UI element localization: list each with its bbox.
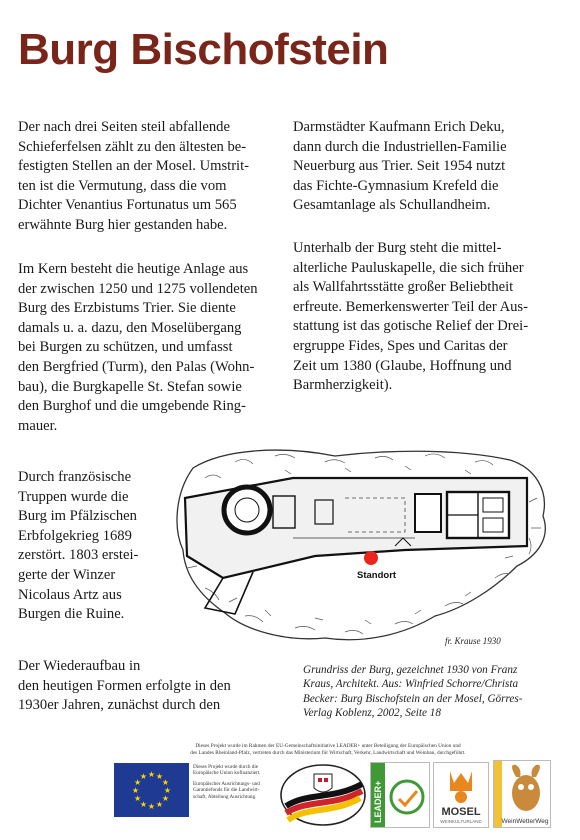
paragraph-line: als Wallfahrtsstätte großer Beliebtheit bbox=[293, 279, 514, 296]
paragraph-line: der zwischen 1250 und 1275 vollendeten bbox=[18, 280, 258, 297]
paragraph-line: Unterhalb der Burg steht die mittel- bbox=[293, 240, 502, 256]
paragraph-chapel bbox=[293, 239, 528, 396]
paragraph-line: das Fichte-Gymnasium Krefeld die bbox=[293, 177, 499, 194]
eu-star-icon: ★ bbox=[161, 794, 169, 803]
paragraph-line: erfreute. Bemerkenswerter Teil der Aus- bbox=[293, 298, 528, 315]
paragraph-line: 1930er Jahren, zunächst durch den bbox=[18, 697, 221, 714]
paragraph-line: Gesamtanlage als Schullandheim. bbox=[293, 197, 491, 214]
paragraph-line: Durch französische bbox=[18, 469, 132, 485]
chapel-building bbox=[415, 494, 441, 532]
caption-line: Grundriss der Burg, gezeichnet 1930 von Franz bbox=[303, 664, 518, 676]
eu-star-icon: ★ bbox=[147, 802, 156, 811]
location-marker bbox=[364, 551, 378, 565]
paragraph-line: Darmstädter Kaufmann Erich Deku, bbox=[293, 119, 505, 135]
paragraph-line: stattung ist das gotische Relief der Drei- bbox=[293, 318, 529, 335]
paragraph-line: den Bergfried (Turm), den Palas (Wohn- bbox=[18, 358, 255, 375]
paragraph-line: dann durch die Industriellen-Familie bbox=[293, 138, 507, 155]
leader-plus-logo bbox=[370, 762, 430, 828]
paragraph-line: erwähnte Burg hier gestanden habe. bbox=[18, 216, 228, 233]
paragraph-owners bbox=[293, 118, 507, 216]
castle-floor-plan bbox=[165, 438, 555, 663]
eu-note-line: Europäische Union kofinanziert. bbox=[193, 770, 261, 777]
floor-plan-drawing bbox=[165, 438, 555, 663]
location-marker-label: Standort bbox=[357, 570, 397, 581]
paragraph-line: Der Wiederaufbau in bbox=[18, 658, 141, 674]
funding-line: des Landes Rheinland-Pfalz, vertreten durch das Ministerium für Wirtschaft, Verkehr, Landwirtschaft und Weinbau, durchgeführt. bbox=[190, 749, 466, 756]
paragraph-destruction bbox=[18, 468, 138, 625]
keep-tower bbox=[224, 487, 270, 533]
caption-line: Kraus, Architekt. Aus: Winfried Schorre/Christa bbox=[303, 678, 519, 691]
eu-star-icon: ★ bbox=[131, 786, 140, 795]
paragraph-line: bau), die Burgkapelle St. Stefan sowie bbox=[18, 378, 242, 395]
rheinland-pfalz-logo bbox=[278, 762, 368, 828]
paragraph-line: zerstört. 1803 erstei- bbox=[18, 547, 139, 564]
leader-label: LEADER+ bbox=[373, 780, 383, 823]
paragraph-line: Der nach drei Seiten steil abfallende bbox=[18, 119, 230, 135]
mosel-weinkulturland-logo bbox=[433, 762, 489, 828]
paragraph-line: Schieferfelsen zählt zu den ältesten be- bbox=[18, 138, 247, 155]
paragraph-line: Barmherzigkeit). bbox=[293, 377, 393, 394]
eu-star-icon: ★ bbox=[155, 799, 164, 809]
paragraph-line: ten ist die Vermutung, dass die vom bbox=[18, 177, 227, 194]
eu-note-line: schaft, Abteilung Ausrichtung. bbox=[193, 793, 257, 800]
eu-star-icon: ★ bbox=[139, 772, 148, 782]
paragraph-line: Dichter Venantius Fortunatus um 565 bbox=[18, 197, 237, 214]
paragraph-history-intro bbox=[18, 118, 249, 236]
paragraph-line: Nicolaus Artz aus bbox=[18, 586, 122, 603]
access-ramp bbox=[205, 572, 253, 614]
eu-note-line: Dieses Projekt wurde durch die bbox=[193, 764, 259, 770]
paragraph-line: den Burghof und die umgebende Ring- bbox=[18, 398, 246, 415]
caption-line: Verlag Koblenz, 2002, Seite 18 bbox=[303, 707, 441, 720]
eu-note-line: Garantiefonds für die Landwirt- bbox=[193, 787, 260, 794]
paragraph-reconstruction bbox=[18, 657, 231, 716]
eu-cofinancing-note bbox=[193, 764, 273, 800]
paragraph-line: Burg des Erzbistums Trier. Sie diente bbox=[18, 300, 236, 317]
weinwetterweg-label: WeinWetterWeg bbox=[501, 818, 549, 825]
figure-caption bbox=[303, 663, 565, 721]
weinwetterweg-logo bbox=[493, 760, 551, 828]
eu-star-icon: ★ bbox=[134, 794, 142, 803]
mosel-label: MOSEL bbox=[441, 806, 481, 818]
paragraph-line: Burgen die Ruine. bbox=[18, 606, 125, 623]
funding-line: Dieses Projekt wurde im Rahmen der EU-Gemeinschaftsinitiative LEADER+ unter Beteiligung der Europäischen Union und bbox=[195, 743, 461, 749]
paragraph-line: Truppen wurde die bbox=[18, 488, 129, 505]
paragraph-line: mauer. bbox=[18, 417, 58, 434]
eu-star-icon: ★ bbox=[139, 799, 148, 809]
eu-star-icon: ★ bbox=[147, 770, 156, 779]
paragraph-line: bei Burgen zu schützen, und umfasst bbox=[18, 339, 233, 356]
paragraph-line: den heutigen Formen erfolgte in den bbox=[18, 677, 231, 694]
paragraph-line: gerte der Winzer bbox=[18, 566, 116, 583]
eu-note-line: Europäischer Ausrichtungs- und bbox=[193, 780, 260, 787]
eu-star-icon: ★ bbox=[134, 778, 142, 787]
paragraph-line: Im Kern besteht die heutige Anlage aus bbox=[18, 261, 249, 277]
mosel-sublabel: WEINKULTURLAND bbox=[440, 819, 482, 824]
eu-star-icon: ★ bbox=[155, 772, 164, 782]
paragraph-line: festigten Stellen an der Mosel. Umstrit- bbox=[18, 158, 250, 175]
paragraph-line: Burg im Pfälzischen bbox=[18, 508, 137, 525]
eu-star-icon: ★ bbox=[163, 786, 172, 795]
caption-line: Becker: Burg Bischofstein an der Mosel, Görres- bbox=[303, 692, 523, 705]
drawing-signature: fr. Krause 1930 bbox=[445, 636, 501, 646]
page-title: Burg Bischofstein bbox=[18, 25, 389, 74]
paragraph-line: alterliche Pauluskapelle, die sich früher bbox=[293, 259, 524, 276]
paragraph-line: Zeit um 1380 (Glaube, Hoffnung und bbox=[293, 357, 512, 374]
paragraph-line: Erbfolgekrieg 1689 bbox=[18, 527, 132, 544]
eu-star-icon: ★ bbox=[161, 778, 169, 787]
paragraph-line: ergruppe Fides, Spes und Caritas der bbox=[293, 337, 508, 354]
funding-notice bbox=[108, 743, 548, 756]
paragraph-line: Neuerburg aus Trier. Seit 1954 nutzt bbox=[293, 158, 506, 175]
paragraph-line: damals u. a. dazu, den Moselübergang bbox=[18, 319, 242, 336]
paragraph-core-structure bbox=[18, 260, 258, 436]
eu-flag-logo bbox=[114, 763, 189, 817]
